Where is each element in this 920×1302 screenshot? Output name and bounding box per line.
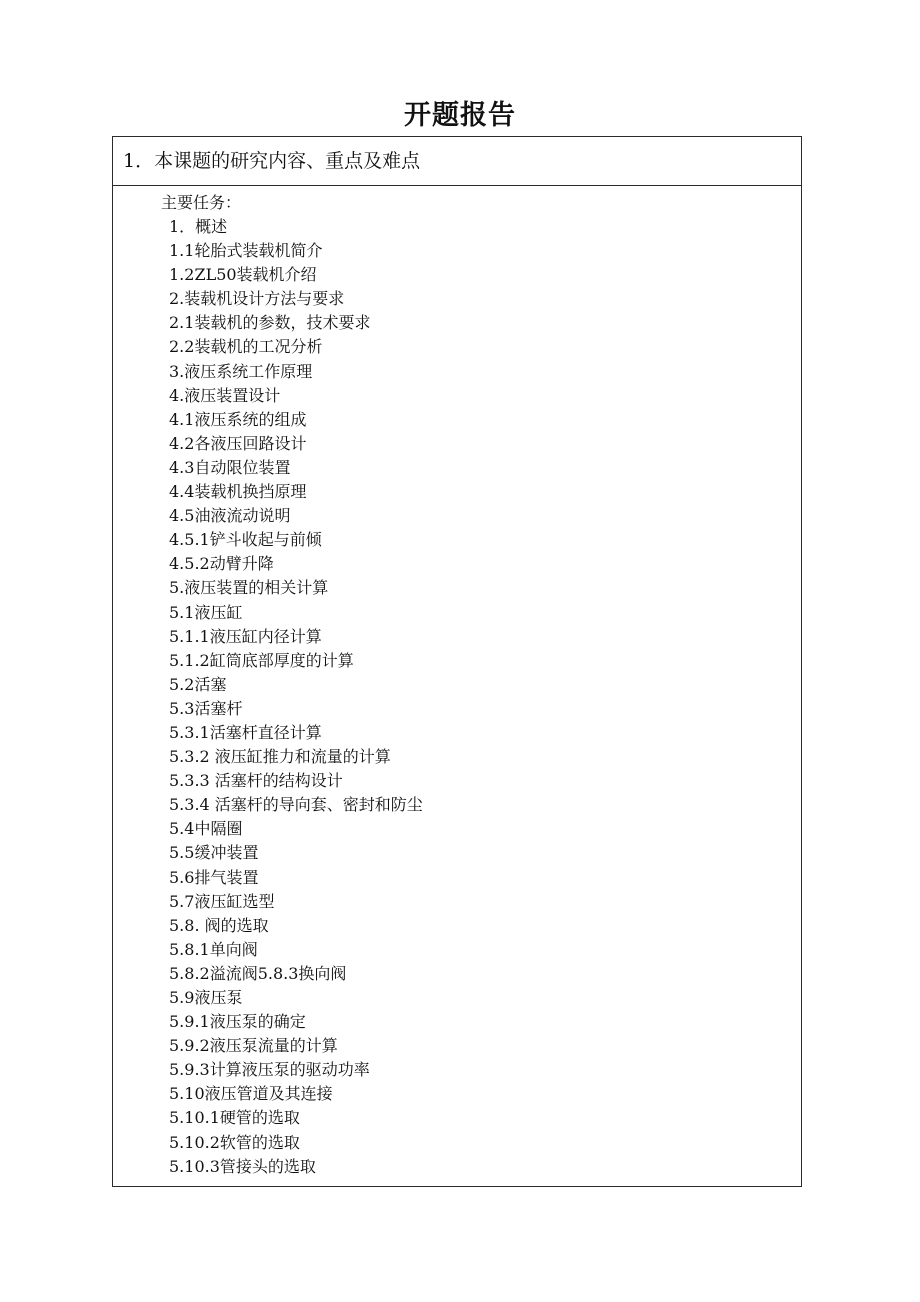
outline-item: 2.1装载机的参数，技术要求 — [169, 313, 371, 333]
outline-list — [113, 215, 801, 1179]
outline-item: 4.5.1铲斗收起与前倾 — [169, 530, 322, 550]
outline-item: 4.1液压系统的组成 — [169, 409, 307, 429]
outline-item: 5.9液压泵 — [169, 988, 243, 1007]
outline-item: 1．概述 — [169, 217, 228, 236]
outline-item: 5.10.3管接头的选取 — [169, 1156, 316, 1176]
outline-item: 3.液压系统工作原理 — [169, 361, 313, 381]
outline-item: 5.9.3计算液压泵的驱动功率 — [169, 1060, 370, 1080]
outline-item: 5.3.3 活塞杆的结构设计 — [169, 771, 343, 791]
outline-item: 5.3活塞杆 — [169, 698, 243, 718]
tasks-label: 主要任务： — [161, 193, 242, 212]
outline-item: 5.3.2 液压缸推力和流量的计算 — [169, 747, 391, 767]
outline-item: 5.10液压管道及其连接 — [169, 1084, 333, 1104]
outline-item: 4.3自动限位装置 — [169, 457, 291, 477]
outline-item: 5.10.1硬管的选取 — [169, 1108, 300, 1128]
outline-item: 1.1轮胎式装载机简介 — [169, 241, 323, 261]
outline-item: 5.2活塞 — [169, 674, 227, 694]
outline-item: 4.2各液压回路设计 — [169, 433, 307, 453]
outline-item: 2.装载机设计方法与要求 — [169, 289, 345, 309]
outline-item: 5.8.1单向阀 — [169, 939, 258, 959]
outline-item: 5.液压装置的相关计算 — [169, 578, 329, 598]
outline-item: 4.液压装置设计 — [169, 385, 281, 405]
outline-item: 2.2装载机的工况分析 — [169, 337, 323, 357]
document-title: 开题报告 — [404, 100, 516, 131]
outline-item: 5.6排气装置 — [169, 867, 259, 887]
outline-item: 5.1.1液压缸内径计算 — [169, 626, 322, 646]
outline-item: 5.9.2液压泵流量的计算 — [169, 1036, 338, 1056]
outline-item: 5.8. 阀的选取 — [169, 915, 269, 935]
section-content — [113, 186, 801, 1179]
outline-item: 4.5.2动臂升降 — [169, 554, 274, 574]
outline-item: 4.5油液流动说明 — [169, 506, 291, 526]
outline-item: 5.8.2溢流阀5.8.3换向阀 — [169, 963, 347, 983]
outline-item: 5.4中隔圈 — [169, 819, 243, 839]
outline-item: 5.9.1液压泵的确定 — [169, 1012, 306, 1032]
outline-item: 5.10.2软管的选取 — [169, 1132, 300, 1152]
outline-item: 4.4装载机换挡原理 — [169, 482, 307, 502]
report-table — [112, 136, 802, 1187]
outline-item: 5.3.1活塞杆直径计算 — [169, 722, 322, 742]
outline-item: 5.3.4 活塞杆的导向套、密封和防尘 — [169, 795, 423, 815]
outline-item: 1.2ZL50装载机介绍 — [169, 265, 317, 285]
outline-item: 5.7液压缸选型 — [169, 891, 275, 911]
outline-item: 5.1液压缸 — [169, 602, 243, 622]
section-heading: 1．本课题的研究内容、重点及难点 — [113, 137, 801, 186]
outline-item: 5.1.2缸筒底部厚度的计算 — [169, 650, 354, 670]
outline-item: 5.5缓冲装置 — [169, 843, 259, 863]
